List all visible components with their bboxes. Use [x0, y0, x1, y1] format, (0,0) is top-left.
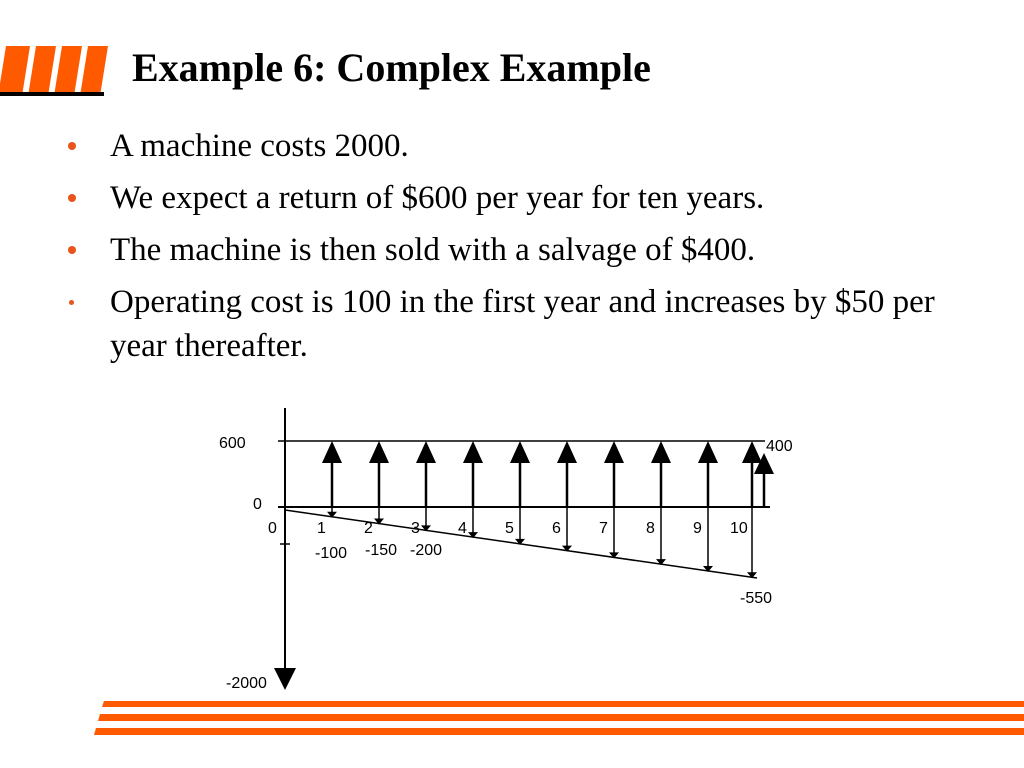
- label-cost-1: -100: [315, 545, 348, 562]
- list-item: Operating cost is 100 in the first year and increases by $50 per year thereafter.: [68, 280, 968, 368]
- period-label: 3: [411, 520, 420, 537]
- period-label: 1: [317, 520, 326, 537]
- stripe: [98, 714, 1024, 721]
- label-cost-last: -550: [740, 590, 773, 607]
- list-item: We expect a return of $600 per year for ten years.: [68, 176, 968, 220]
- label-cost-2: -150: [365, 542, 398, 559]
- label-zero: 0: [253, 496, 262, 513]
- period-label: 9: [693, 520, 702, 537]
- period-label: 8: [646, 520, 655, 537]
- period-label: 5: [505, 520, 514, 537]
- stripe: [94, 728, 1024, 735]
- period-label: 6: [552, 520, 561, 537]
- label-cost-3: -200: [410, 542, 443, 559]
- page-title: Example 6: Complex Example: [132, 45, 651, 90]
- list-item: The machine is then sold with a salvage of $400.: [68, 228, 968, 272]
- label-600: 600: [219, 435, 246, 452]
- period-label: 4: [458, 520, 467, 537]
- list-item: A machine costs 2000.: [68, 124, 968, 168]
- period-label: 0: [268, 520, 277, 537]
- label-initial: -2000: [226, 675, 267, 692]
- period-label: 10: [730, 520, 748, 537]
- period-label: 2: [364, 520, 373, 537]
- period-label: 7: [599, 520, 608, 537]
- stripe: [102, 701, 1024, 707]
- label-salvage: 400: [766, 438, 793, 455]
